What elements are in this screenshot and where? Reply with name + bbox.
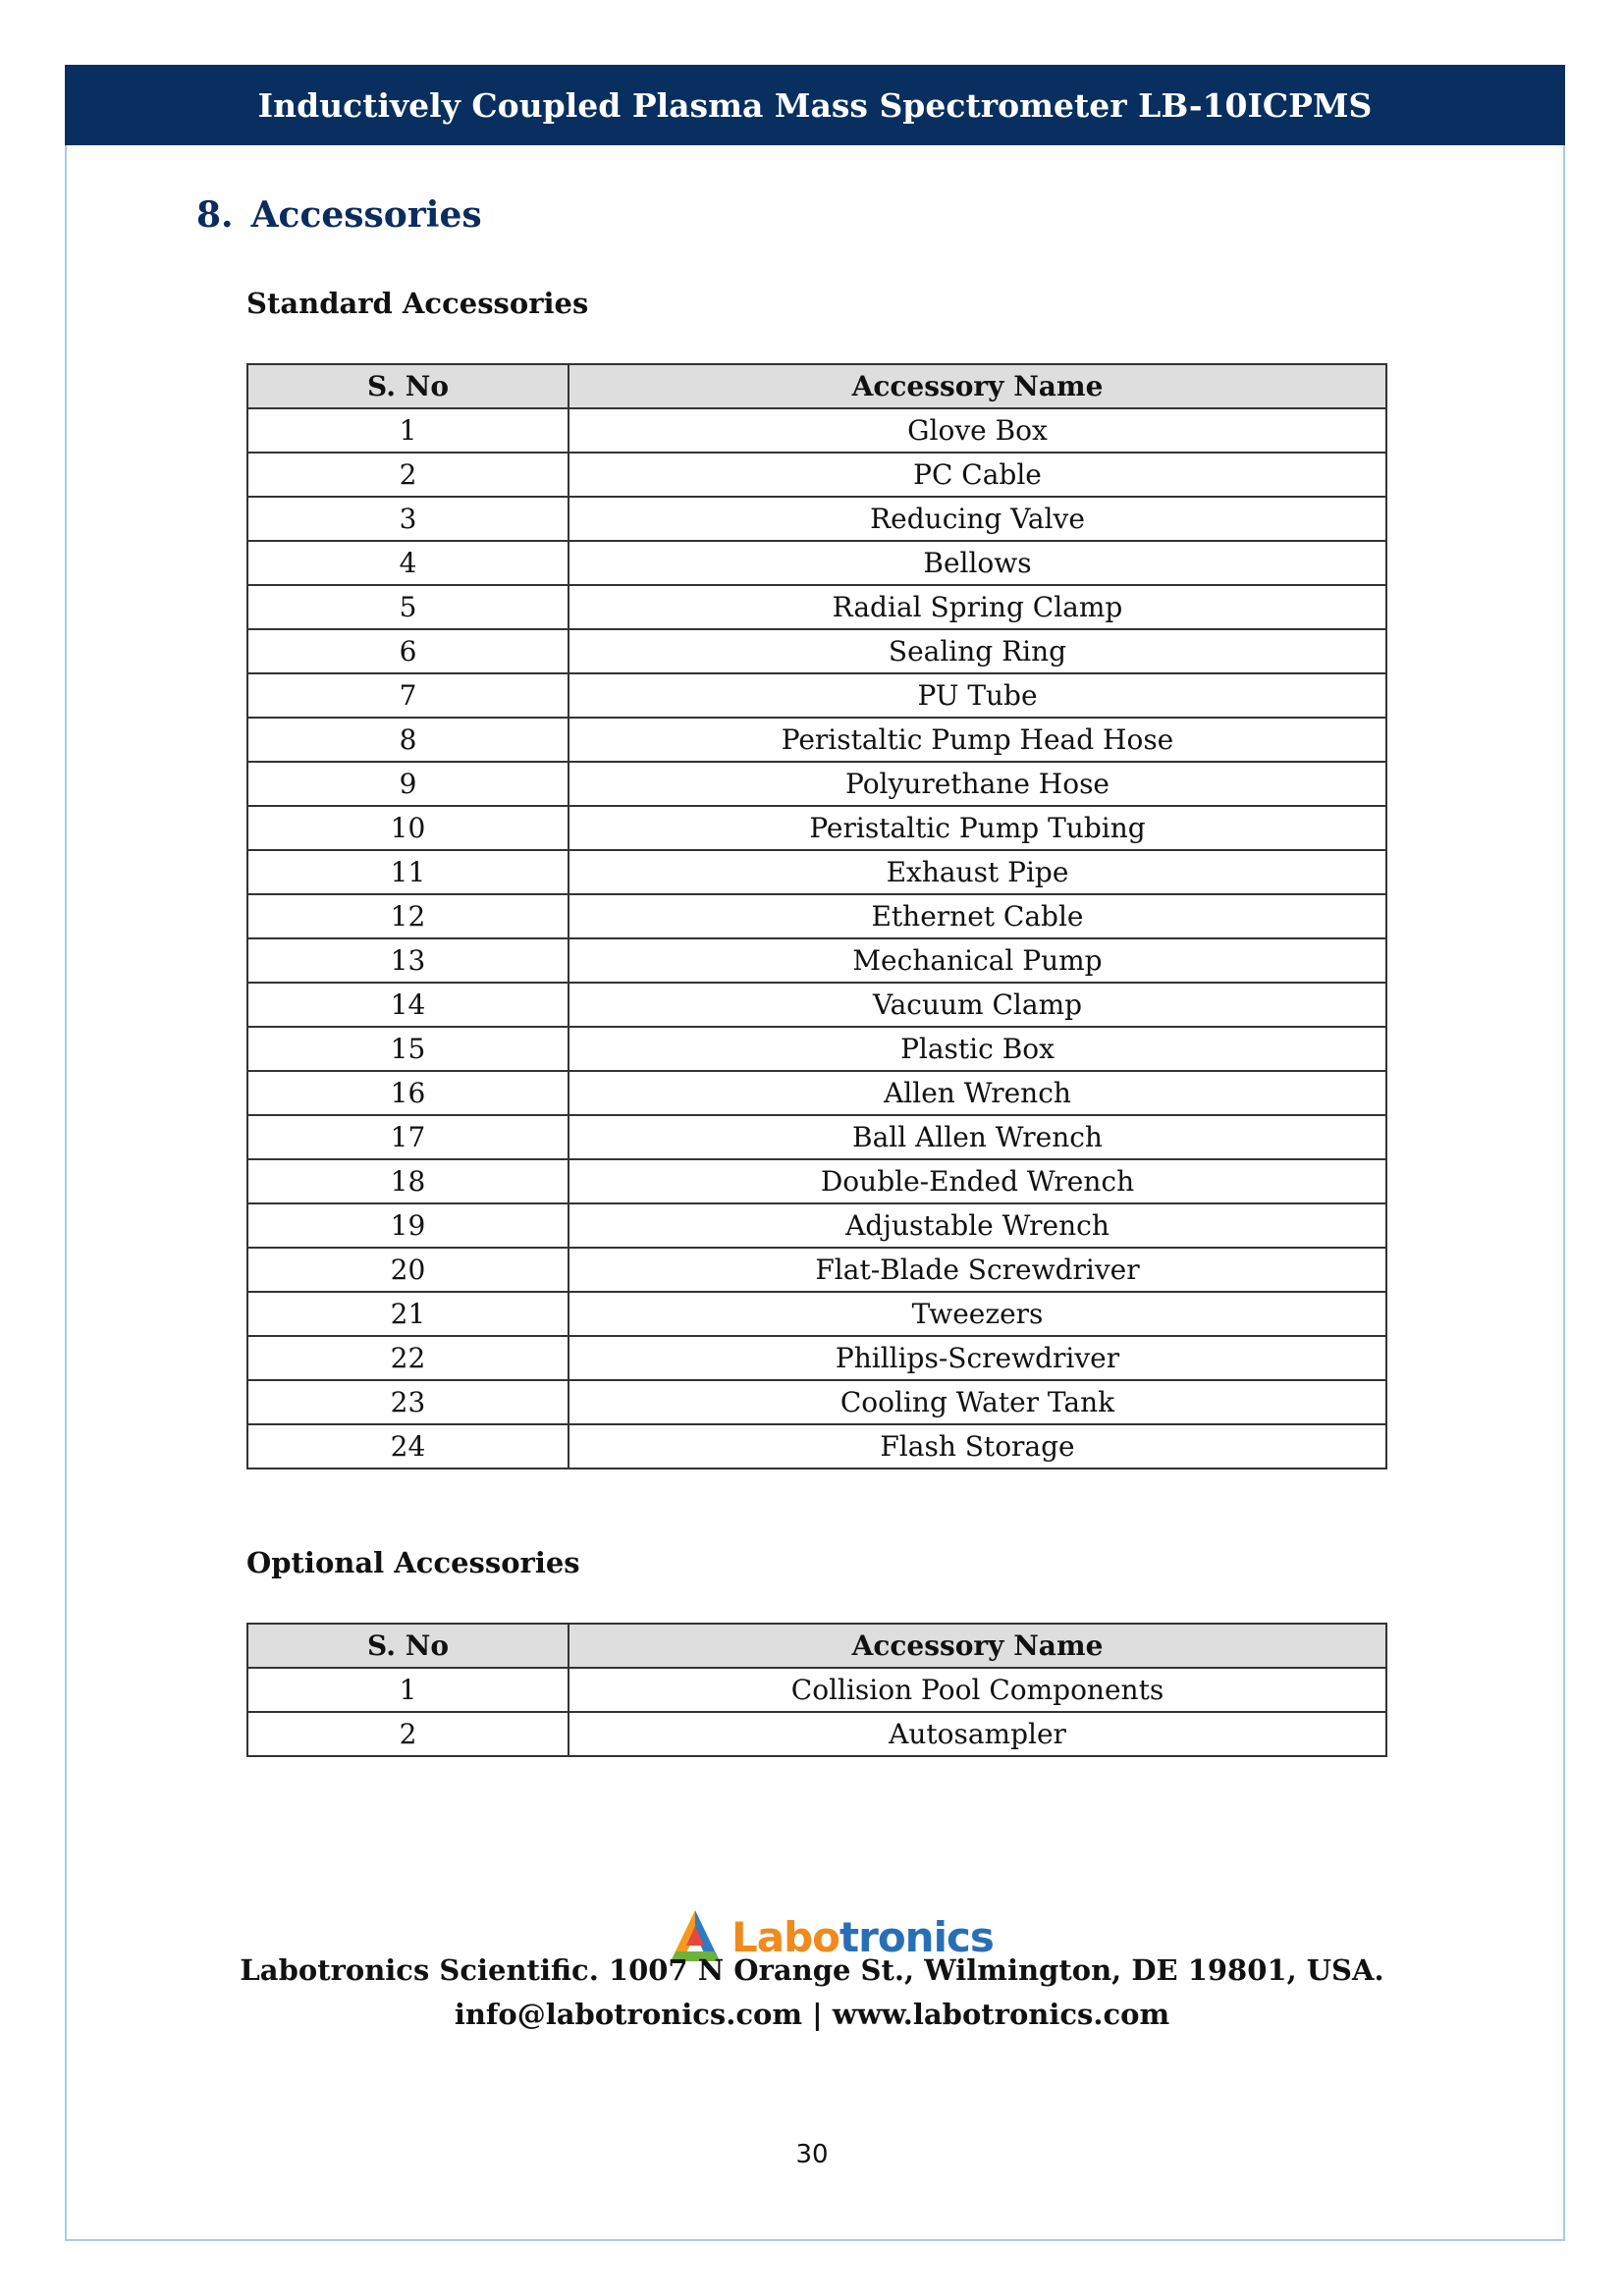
accessory-name-cell: Radial Spring Clamp bbox=[568, 585, 1386, 629]
table-row bbox=[247, 453, 1386, 497]
serial-number-cell: 12 bbox=[247, 894, 568, 938]
table-row bbox=[247, 497, 1386, 541]
section-title bbox=[196, 194, 482, 236]
table-row bbox=[247, 1203, 1386, 1248]
optional-accessories-heading: Optional Accessories bbox=[246, 1546, 580, 1579]
accessory-name-cell: Vacuum Clamp bbox=[568, 983, 1386, 1027]
table-row bbox=[247, 1668, 1386, 1712]
logo-wordmark: Labotronics bbox=[731, 1912, 994, 1961]
serial-number-cell: 1 bbox=[247, 408, 568, 453]
accessory-name-cell: Double-Ended Wrench bbox=[568, 1159, 1386, 1203]
accessory-name-cell: Sealing Ring bbox=[568, 629, 1386, 673]
serial-number-cell: 9 bbox=[247, 762, 568, 806]
serial-number-cell: 18 bbox=[247, 1159, 568, 1203]
table-header-row bbox=[247, 1624, 1386, 1668]
page-number: 30 bbox=[795, 2140, 829, 2169]
table-row bbox=[247, 983, 1386, 1027]
accessory-name-cell: PU Tube bbox=[568, 673, 1386, 718]
serial-number-cell: 16 bbox=[247, 1071, 568, 1115]
accessory-name-cell: Allen Wrench bbox=[568, 1071, 1386, 1115]
table-row bbox=[247, 762, 1386, 806]
serial-number-cell: 2 bbox=[247, 1712, 568, 1756]
accessory-name-cell: Plastic Box bbox=[568, 1027, 1386, 1071]
table-row bbox=[247, 1380, 1386, 1424]
table-row bbox=[247, 673, 1386, 718]
footer-contact: info@labotronics.com | www.labotronics.com bbox=[454, 1998, 1170, 2031]
serial-number-cell: 3 bbox=[247, 497, 568, 541]
serial-number-cell: 7 bbox=[247, 673, 568, 718]
serial-number-cell: 1 bbox=[247, 1668, 568, 1712]
table-row bbox=[247, 894, 1386, 938]
section-title-text: Accessories bbox=[250, 194, 482, 236]
table-row bbox=[247, 1159, 1386, 1203]
table-header-row bbox=[247, 364, 1386, 408]
accessory-name-cell: Collision Pool Components bbox=[568, 1668, 1386, 1712]
serial-number-cell: 22 bbox=[247, 1336, 568, 1380]
accessory-name-cell: Ethernet Cable bbox=[568, 894, 1386, 938]
section-number: 8. bbox=[196, 194, 234, 236]
table-row bbox=[247, 1336, 1386, 1380]
accessory-name-cell: Cooling Water Tank bbox=[568, 1380, 1386, 1424]
table-row bbox=[247, 1424, 1386, 1468]
accessory-name-cell: Flash Storage bbox=[568, 1424, 1386, 1468]
serial-number-cell: 15 bbox=[247, 1027, 568, 1071]
table-row bbox=[247, 1027, 1386, 1071]
table-row bbox=[247, 541, 1386, 585]
header-banner bbox=[65, 65, 1565, 145]
accessory-name-cell: Polyurethane Hose bbox=[568, 762, 1386, 806]
table-row bbox=[247, 806, 1386, 850]
table-row bbox=[247, 585, 1386, 629]
table-row bbox=[247, 1248, 1386, 1292]
accessory-name-cell: Adjustable Wrench bbox=[568, 1203, 1386, 1248]
column-header-sno: S. No bbox=[247, 1624, 568, 1668]
table-row bbox=[247, 1712, 1386, 1756]
serial-number-cell: 19 bbox=[247, 1203, 568, 1248]
accessory-name-cell: Bellows bbox=[568, 541, 1386, 585]
accessory-name-cell: Reducing Valve bbox=[568, 497, 1386, 541]
accessory-name-cell: Tweezers bbox=[568, 1292, 1386, 1336]
serial-number-cell: 11 bbox=[247, 850, 568, 894]
serial-number-cell: 21 bbox=[247, 1292, 568, 1336]
column-header-accessory-name: Accessory Name bbox=[568, 1624, 1386, 1668]
accessory-name-cell: PC Cable bbox=[568, 453, 1386, 497]
accessory-name-cell: Peristaltic Pump Tubing bbox=[568, 806, 1386, 850]
serial-number-cell: 17 bbox=[247, 1115, 568, 1159]
serial-number-cell: 2 bbox=[247, 453, 568, 497]
accessory-name-cell: Glove Box bbox=[568, 408, 1386, 453]
table-row bbox=[247, 1115, 1386, 1159]
serial-number-cell: 24 bbox=[247, 1424, 568, 1468]
accessory-name-cell: Autosampler bbox=[568, 1712, 1386, 1756]
serial-number-cell: 13 bbox=[247, 938, 568, 983]
table-row bbox=[247, 718, 1386, 762]
footer-address: Labotronics Scientific. 1007 N Orange St., Wilmington, DE 19801, USA. bbox=[240, 1953, 1384, 1987]
accessory-name-cell: Exhaust Pipe bbox=[568, 850, 1386, 894]
column-header-sno: S. No bbox=[247, 364, 568, 408]
serial-number-cell: 6 bbox=[247, 629, 568, 673]
table-row bbox=[247, 629, 1386, 673]
accessory-name-cell: Phillips-Screwdriver bbox=[568, 1336, 1386, 1380]
table-row bbox=[247, 938, 1386, 983]
accessory-name-cell: Flat-Blade Screwdriver bbox=[568, 1248, 1386, 1292]
accessory-name-cell: Mechanical Pump bbox=[568, 938, 1386, 983]
accessory-name-cell: Ball Allen Wrench bbox=[568, 1115, 1386, 1159]
serial-number-cell: 10 bbox=[247, 806, 568, 850]
header-title: Inductively Coupled Plasma Mass Spectrometer LB-10ICPMS bbox=[257, 85, 1373, 125]
serial-number-cell: 5 bbox=[247, 585, 568, 629]
serial-number-cell: 14 bbox=[247, 983, 568, 1027]
accessory-name-cell: Peristaltic Pump Head Hose bbox=[568, 718, 1386, 762]
standard-accessories-heading: Standard Accessories bbox=[246, 287, 589, 320]
table-row bbox=[247, 1071, 1386, 1115]
table-row bbox=[247, 850, 1386, 894]
serial-number-cell: 23 bbox=[247, 1380, 568, 1424]
table-row bbox=[247, 408, 1386, 453]
table-row bbox=[247, 1292, 1386, 1336]
standard-accessories-table bbox=[246, 363, 1387, 1469]
serial-number-cell: 8 bbox=[247, 718, 568, 762]
optional-accessories-table bbox=[246, 1623, 1387, 1757]
column-header-accessory-name: Accessory Name bbox=[568, 364, 1386, 408]
serial-number-cell: 20 bbox=[247, 1248, 568, 1292]
serial-number-cell: 4 bbox=[247, 541, 568, 585]
